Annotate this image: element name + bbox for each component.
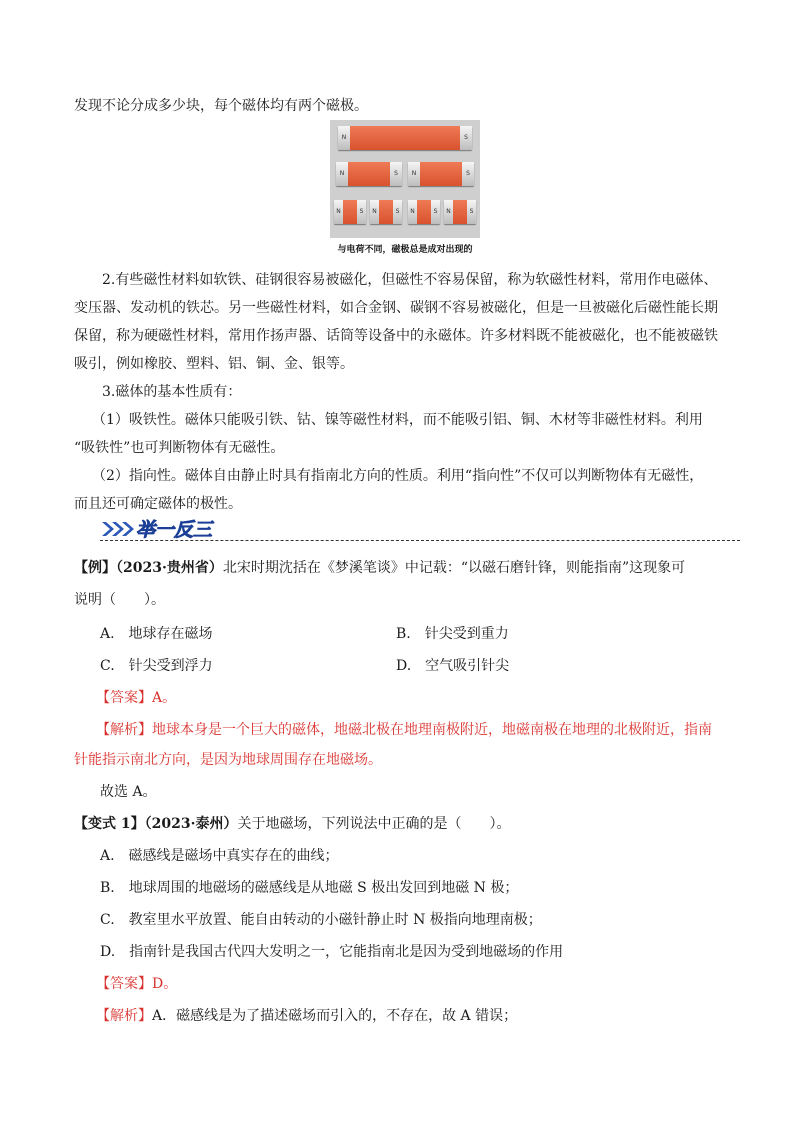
variant1-option-b: B. 地球周围的地磁场的磁感线是从地磁 S 极出发回到地磁 N 极； <box>100 880 519 896</box>
answer-value: A。 <box>152 690 177 706</box>
pole-n-label: N <box>408 162 420 186</box>
pole-s-label: S <box>390 162 402 186</box>
analysis-tag: 【解析】 <box>96 1008 152 1024</box>
pole-s-label: S <box>460 126 472 150</box>
figure-caption: 与电荷不同，磁极总是成对出现的 <box>337 245 473 255</box>
option-a: A. 地球存在磁场 <box>100 626 213 642</box>
para3-line: 而且还可确定磁体的极性。 <box>74 496 242 512</box>
option-b: B. 针尖受到重力 <box>396 626 509 642</box>
magnet-bar <box>408 200 440 224</box>
example-question-text: 北宋时期沈括在《梦溪笔谈》中记载：“以磁石磨针锋，则能指南”这现象可 <box>222 560 686 576</box>
pole-n-label: N <box>408 200 417 224</box>
para2-line: 变压器、发动机的铁芯。另一些磁性材料，如合金钢、碳钢不容易被磁化，但是一旦被磁化后磁性能长期 <box>74 300 718 316</box>
variant1-tag: 【变式 1】 <box>74 816 145 832</box>
variant1-option-c: C. 教室里水平放置、能自由转动的小磁针静止时 N 极指向地理南极； <box>100 912 542 928</box>
variant1-question <box>74 814 510 834</box>
para3-title: 3.磁体的基本性质有： <box>102 384 242 400</box>
example-question <box>74 558 685 578</box>
magnet-bar <box>370 200 402 224</box>
magnet-bar <box>338 126 472 150</box>
example-conclusion: 故选 A。 <box>100 784 157 800</box>
variant1-analysis <box>96 1006 517 1026</box>
pole-s-label: S <box>357 200 366 224</box>
variant1-source: （2023·泰州） <box>144 816 238 832</box>
variant1-option-d: D. 指南针是我国古代四大发明之一，它能指南北是因为受到地磁场的作用 <box>100 944 564 960</box>
pole-s-label: S <box>467 200 476 224</box>
analysis-text: A．磁感线是为了描述磁场而引入的，不存在，故 A 错误； <box>152 1008 518 1024</box>
intro-text: 发现不论分成多少块，每个磁体均有两个磁极。 <box>74 98 368 114</box>
pole-n-label: N <box>338 126 350 150</box>
para2-line: 保留，称为硬磁性材料，常用作扬声器、话筒等设备中的永磁体。许多材料既不能被磁化，也不能被磁铁 <box>74 328 718 344</box>
pole-n-label: N <box>370 200 379 224</box>
answer-tag: 【答案】 <box>96 976 152 992</box>
variant1-answer <box>96 974 177 994</box>
option-d: D. 空气吸引针尖 <box>396 658 510 674</box>
example-question-cont: 说明（ ）。 <box>74 592 165 608</box>
pole-s-label: S <box>431 200 440 224</box>
para2-line: 吸引，例如橡胶、塑料、铝、铜、金、银等。 <box>74 356 354 372</box>
example-source: （2023·贵州省） <box>116 560 223 576</box>
magnet-figure <box>330 120 480 238</box>
option-c: C. 针尖受到浮力 <box>100 658 213 674</box>
magnet-bar <box>336 162 402 186</box>
example-answer <box>96 688 176 708</box>
analysis-text: 地球本身是一个巨大的磁体，地磁北极在地理南极附近，地磁南极在地理的北极附近，指南 <box>152 722 712 738</box>
example-tag: 【例】 <box>74 560 116 576</box>
para2-line: 2.有些磁性材料如软铁、硅钢很容易被磁化，但磁性不容易保留，称为软磁性材料，常用作电磁体、 <box>102 272 718 288</box>
section-banner <box>100 512 235 542</box>
pole-n-label: N <box>334 200 343 224</box>
analysis-cont: 针能指示南北方向，是因为地球周围存在地磁场。 <box>74 752 382 768</box>
answer-value: D。 <box>152 976 178 992</box>
pole-s-label: S <box>462 162 474 186</box>
pole-n-label: N <box>444 200 453 224</box>
variant1-question-text: 关于地磁场，下列说法中正确的是（ ）。 <box>237 816 511 832</box>
pole-s-label: S <box>393 200 402 224</box>
magnet-bar <box>334 200 366 224</box>
pole-n-label: N <box>336 162 348 186</box>
arrows-icon <box>102 522 134 536</box>
analysis-tag: 【解析】 <box>96 722 152 738</box>
magnet-bar <box>444 200 476 224</box>
para3-line: （2）指向性。磁体自由静止时具有指南北方向的性质。利用“指向性”不仅可以判断物体有无磁性， <box>92 468 704 484</box>
magnet-bar <box>408 162 474 186</box>
variant1-option-a: A. 磁感线是磁场中真实存在的曲线； <box>100 848 339 864</box>
banner-text: 举一反三 <box>136 519 213 541</box>
para3-line: “吸铁性”也可判断物体有无磁性。 <box>74 440 285 456</box>
answer-tag: 【答案】 <box>96 690 152 706</box>
divider <box>100 540 740 541</box>
para3-line: （1）吸铁性。磁体只能吸引铁、钴、镍等磁性材料，而不能吸引铝、铜、木材等非磁性材料。利用 <box>92 412 703 428</box>
example-analysis <box>96 720 712 740</box>
